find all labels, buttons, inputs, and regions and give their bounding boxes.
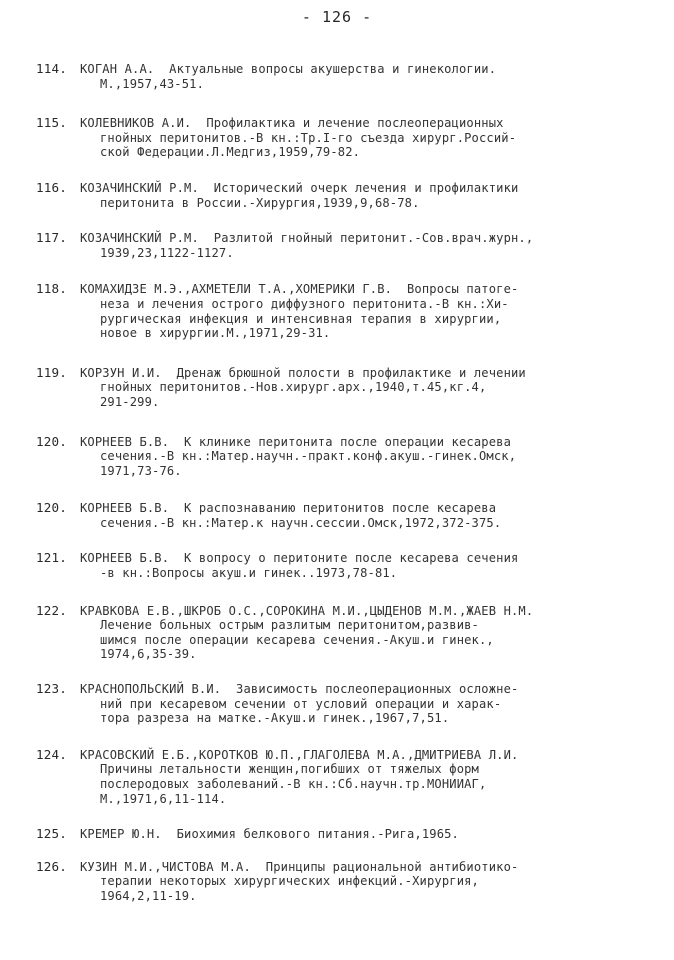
entry-text-line: КОРНЕЕВ Б.В. К клинике перитонита после операции кесарева [80,434,512,449]
entry-text-line: рургическая инфекция и интенсивная терапия в хирургии, [100,311,502,326]
entry-text-line: КРАСОВСКИЙ Е.Б.,КОРОТКОВ Ю.П.,ГЛАГОЛЕВА М.А.,ДМИТРИЕВА Л.И. [80,747,519,762]
entry-text-line: 1964,2,11-19. [100,888,197,903]
entry-number: 120. [36,500,67,516]
bibliography-entry [36,282,656,340]
entry-number: 122. [36,602,67,618]
entry-number: 123. [36,681,67,697]
entry-text-line: гнойных перитонитов.-Нов.хирург.арх.,1940,т.45,кг.4, [100,380,487,395]
entry-text-line: КОРНЕЕВ Б.В. К распознаванию перитонитов после кесарева [80,501,497,516]
entry-text-line: КОРНЕЕВ Б.В. К вопросу о перитоните после кесарева сечения [80,551,519,566]
bibliography-entry [36,827,656,842]
entry-text-line: гнойных перитонитов.-В кн.:Тр.I-го съезда хирург.Россий- [100,130,517,145]
entry-number: 114. [36,61,67,76]
entry-text-line: КУЗИН М.И.,ЧИСТОВА М.А. Принципы рациональной антибиотико- [80,859,519,874]
entry-number: 121. [36,550,67,566]
bibliography-entry [36,682,656,726]
bibliography-entry [36,366,656,410]
entry-number: 124. [36,746,67,762]
entry-number: 120. [36,433,67,449]
entry-number: 119. [36,364,67,380]
entry-text-line: 1971,73-76. [100,463,182,478]
entry-text-line: Причины летальности женщин,погибших от тяжелых форм [100,762,479,777]
entry-text-line: КОГАН А.А. Актуальные вопросы акушерства и гинекологии. [80,62,497,76]
bibliography-entry [36,501,656,530]
entry-text-line: М.,1971,6,11-114. [100,791,227,806]
entry-text-line: ний при кесаревом сечении от условий операции и харак- [100,696,502,711]
page-number: - 126 - [301,8,373,26]
entry-text-line: КРАВКОВА Е.В.,ШКРОБ О.С.,СОРОКИНА М.И.,ЦЫДЕНОВ М.М.,ЖАЕВ Н.М. [80,603,534,618]
bibliography-entry [36,231,656,260]
entry-number: 125. [36,826,67,842]
entry-text-line: шимся после операции кесарева сечения.-Акуш.и гинек., [100,632,494,647]
entry-text-line: КОРЗУН И.И. Дренаж брюшной полости в профилактике и лечении [80,365,526,380]
entry-text-line: 1939,23,1122-1127. [100,245,234,260]
bibliography-entry [36,116,656,160]
entry-text-line: -в кн.:Вопросы акуш.и гинек..1973,78-81. [100,566,398,581]
entry-text-line: перитонита в России.-Хирургия,1939,9,68-78. [100,195,420,210]
entry-text-line: М.,1957,43-51. [100,76,205,91]
entry-text-line: терапии некоторых хирургических инфекций.-Хирургия, [100,874,479,889]
entry-text-line: КОЗАЧИНСКИЙ Р.М. Разлитой гнойный перитонит.-Сов.врач.журн., [80,231,534,246]
bibliography-entry [36,435,656,479]
entry-text-line: КРАСНОПОЛЬСКИЙ В.И. Зависимость послеоперационных осложне- [80,682,519,697]
entry-text-line: КОЛЕВНИКОВ А.И. Профилактика и лечение послеоперационных [80,116,504,131]
entry-number: 118. [36,281,67,297]
entry-number: 126. [36,858,67,874]
entry-number: 116. [36,179,67,195]
bibliography-list [36,62,656,904]
bibliography-entry [36,604,656,662]
entry-text-line: Лечение больных острым разлитым перитонитом,развив- [100,618,479,633]
entry-text-line: КОЗАЧИНСКИЙ Р.М. Исторический очерк лечения и профилактики [80,180,519,195]
bibliography-entry [36,181,656,210]
entry-text-line: КРЕМЕР Ю.Н. Биохимия белкового питания.-Рига,1965. [80,827,459,842]
entry-text-line: сечения.-В кн.:Матер.к научн.сессии.Омск,1972,372-375. [100,515,502,530]
bibliography-entry [36,551,656,580]
entry-number: 115. [36,115,67,131]
entry-text-line: сечения.-В кн.:Матер.научн.-практ.конф.акуш.-гинек.Омск, [100,449,517,464]
entry-text-line: неза и лечения острого диффузного перитонита.-В кн.:Хи- [100,296,509,311]
entry-text-line: 1974,6,35-39. [100,647,197,662]
bibliography-entry [36,62,656,91]
entry-text-line: 291-299. [100,394,160,409]
entry-text-line: послеродовых заболеваний.-В кн.:Сб.научн.тр.МОНИИАГ, [100,777,487,791]
entry-text-line: новое в хирургии.М.,1971,29-31. [100,326,331,341]
entry-text-line: ской Федерации.Л.Медгиз,1959,79-82. [100,145,361,160]
bibliography-entry [36,860,656,904]
bibliography-entry [36,748,656,806]
entry-number: 117. [36,230,67,246]
entry-text-line: КОМАХИДЗЕ М.Э.,АХМЕТЕЛИ Т.А.,ХОМЕРИКИ Г.В. Вопросы патоге- [80,282,519,297]
entry-text-line: тора разреза на матке.-Акуш.и гинек.,1967,7,51. [100,711,450,726]
